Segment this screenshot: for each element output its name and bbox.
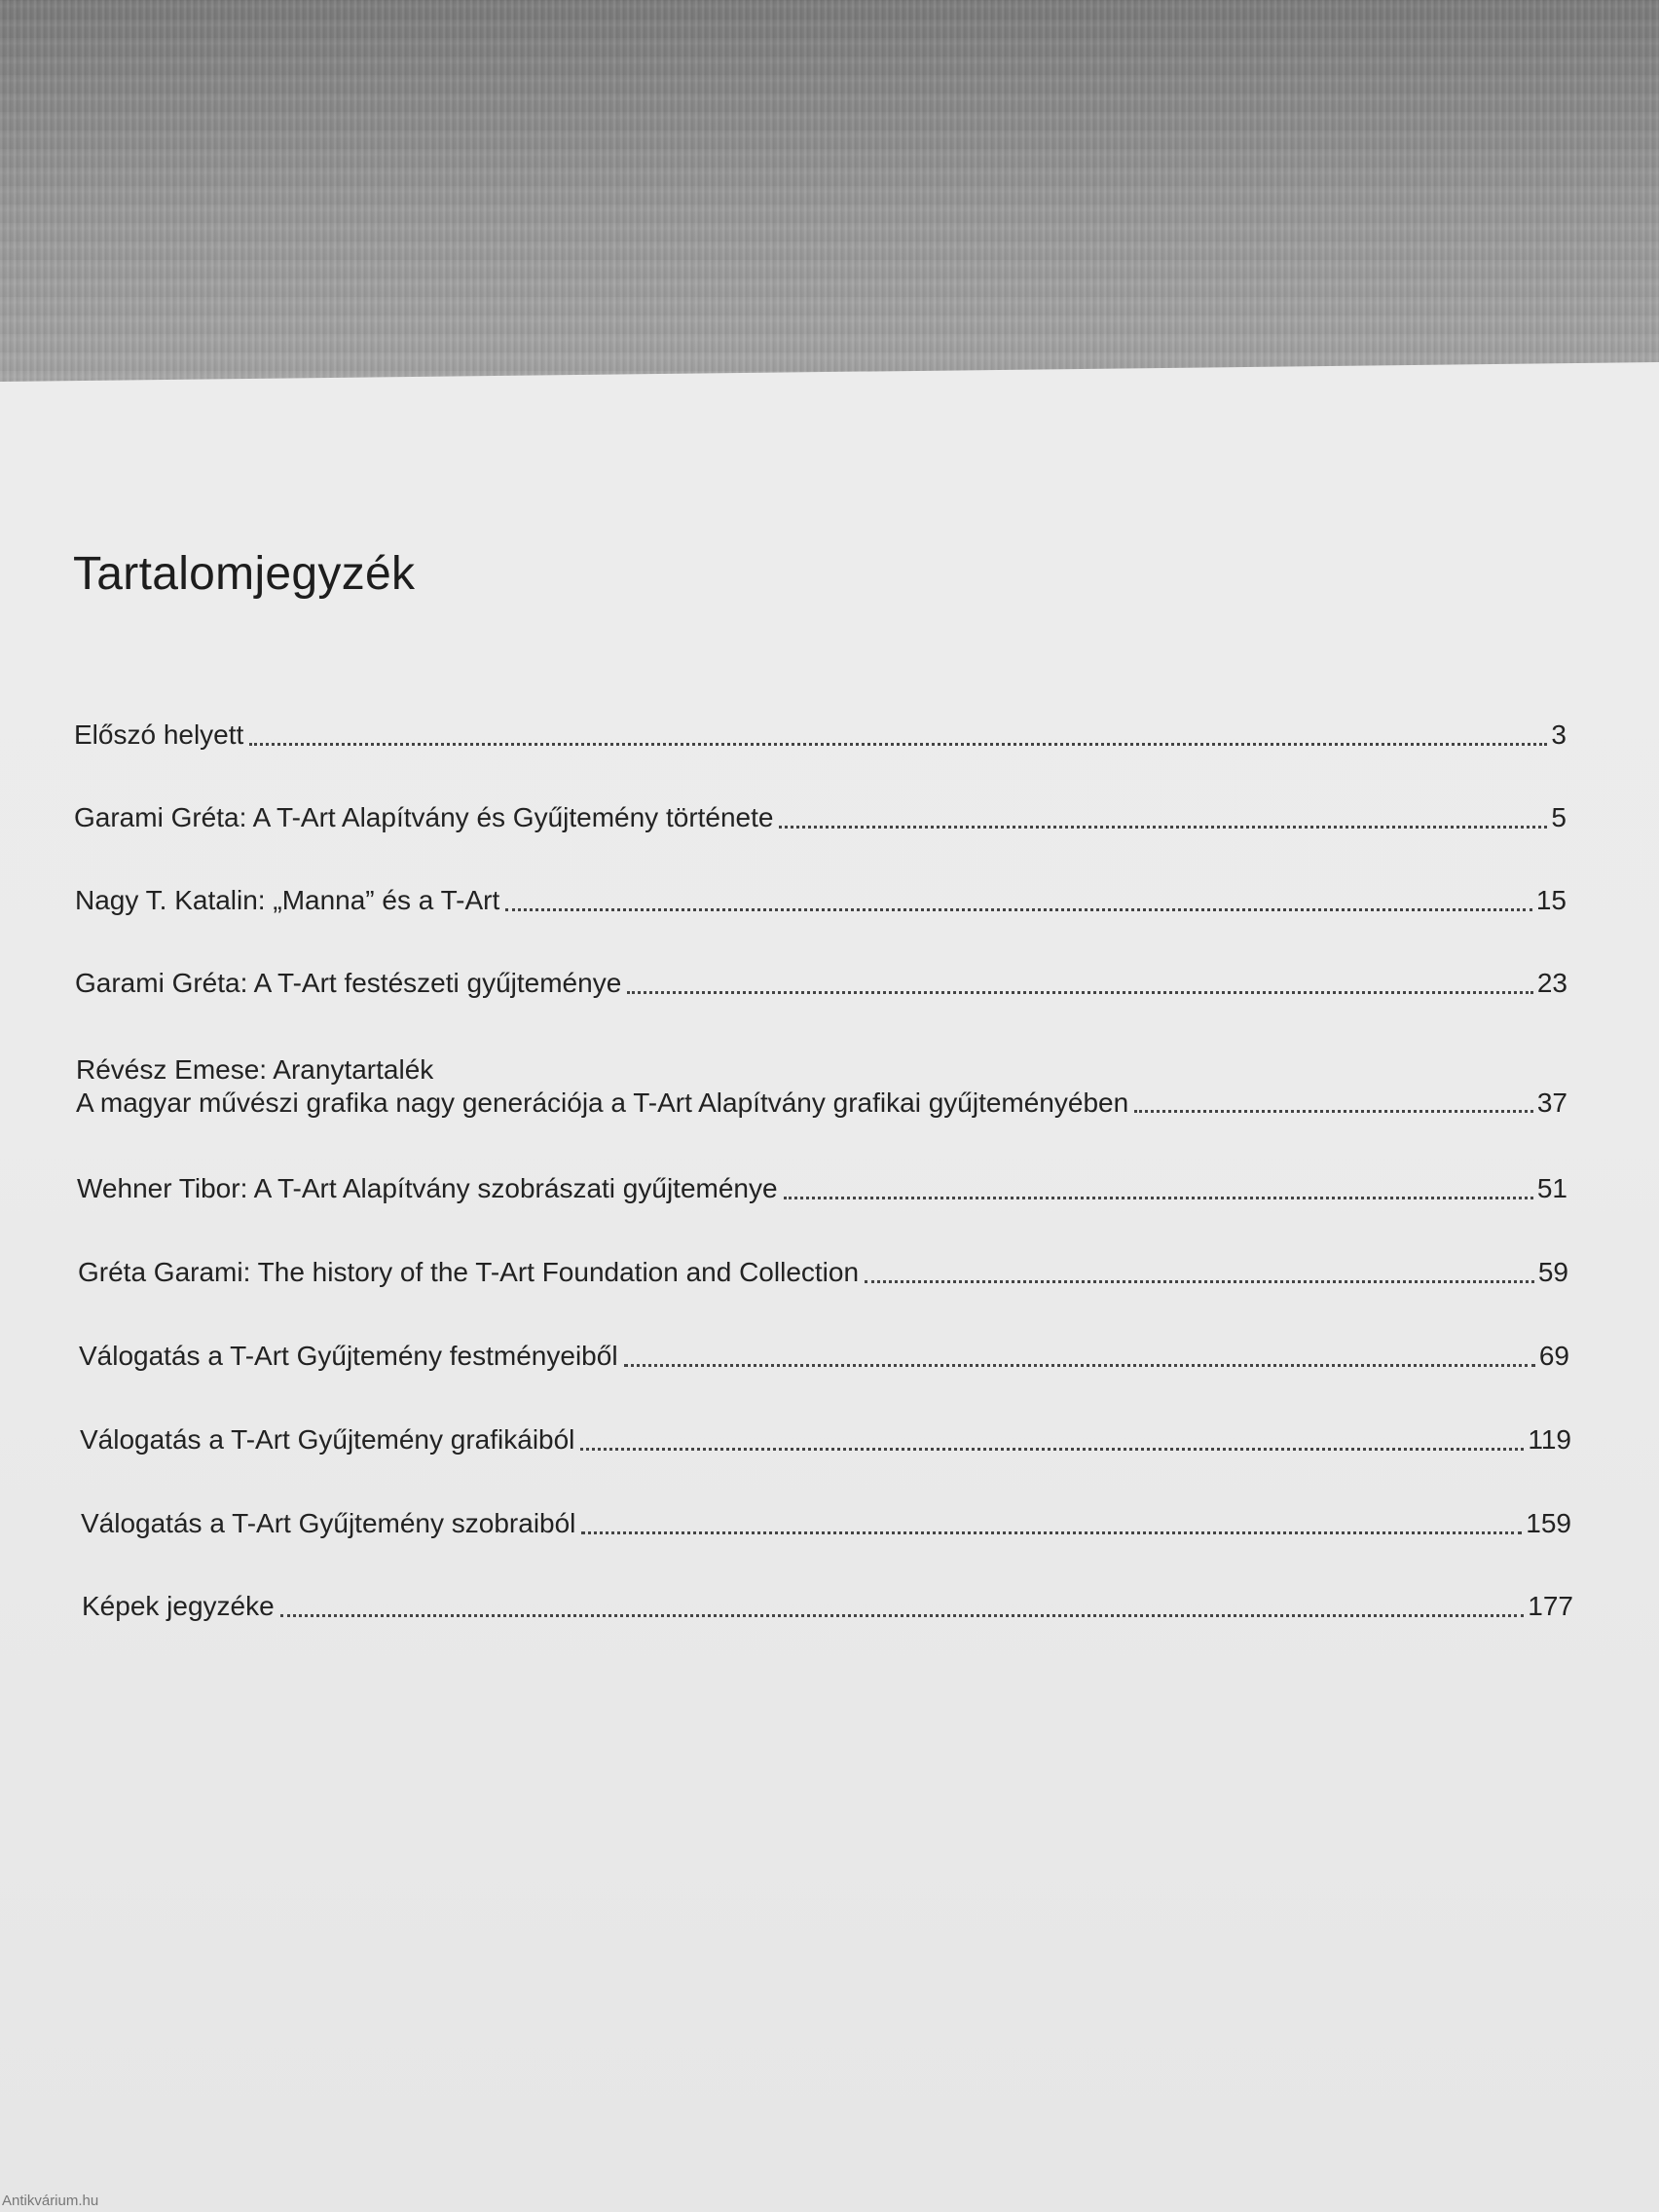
toc-entry bbox=[81, 1507, 1571, 1540]
toc-entry bbox=[75, 967, 1567, 1000]
dot-leader bbox=[779, 826, 1547, 829]
toc-entry-page: 177 bbox=[1528, 1591, 1573, 1621]
toc-entry-title: Válogatás a T-Art Gyűjtemény grafikáiból bbox=[80, 1424, 575, 1455]
toc-entry-title: Révész Emese: Aranytartalék bbox=[76, 1054, 434, 1085]
dot-leader bbox=[580, 1448, 1524, 1451]
toc-entry-title: Válogatás a T-Art Gyűjtemény szobraiból bbox=[81, 1508, 576, 1538]
page-title: Tartalomjegyzék bbox=[73, 548, 416, 600]
dot-leader bbox=[624, 1364, 1535, 1367]
toc-entry-title: Garami Gréta: A T-Art Alapítvány és Gyűjtemény története bbox=[74, 802, 774, 832]
dot-leader bbox=[784, 1197, 1533, 1199]
toc-entry-page: 69 bbox=[1538, 1341, 1569, 1371]
dot-leader bbox=[249, 743, 1547, 746]
toc-entry-page: 51 bbox=[1536, 1173, 1567, 1203]
dot-leader bbox=[865, 1280, 1534, 1283]
toc-entry-title: Válogatás a T-Art Gyűjtemény festményeiből bbox=[79, 1341, 618, 1371]
watermark: Antikvárium.hu bbox=[2, 2193, 99, 2209]
toc-entry bbox=[74, 801, 1567, 834]
toc-entry-page: 159 bbox=[1526, 1508, 1571, 1538]
toc-entry bbox=[74, 719, 1567, 752]
toc-entry bbox=[82, 1590, 1573, 1623]
dot-leader bbox=[1134, 1110, 1533, 1113]
toc-entry-page: 59 bbox=[1537, 1257, 1568, 1287]
toc-entry-title: Garami Gréta: A T-Art festészeti gyűjteménye bbox=[75, 968, 622, 998]
toc-entry-page: 5 bbox=[1551, 802, 1567, 832]
toc-entry bbox=[78, 1256, 1568, 1289]
toc-entry-title: Képek jegyzéke bbox=[82, 1591, 275, 1621]
toc-entry bbox=[77, 1172, 1567, 1205]
toc-entry-title: Nagy T. Katalin: „Manna” és a T-Art bbox=[75, 885, 500, 915]
toc-entry-page: 3 bbox=[1551, 719, 1567, 750]
toc-entry bbox=[79, 1340, 1569, 1373]
toc-entry bbox=[80, 1423, 1571, 1456]
toc-entry bbox=[75, 884, 1567, 917]
toc-entry-page: 15 bbox=[1535, 885, 1567, 915]
toc-entry bbox=[76, 1053, 1567, 1119]
dot-leader bbox=[280, 1614, 1525, 1617]
toc-entry-row bbox=[76, 1087, 1567, 1120]
toc-entry-title: Előszó helyett bbox=[74, 719, 244, 750]
toc-entry-title: Wehner Tibor: A T-Art Alapítvány szobrászati gyűjteménye bbox=[77, 1173, 778, 1203]
toc-entry-page: 37 bbox=[1536, 1087, 1567, 1118]
dot-leader bbox=[505, 908, 1532, 911]
toc-entry-subtitle: A magyar művészi grafika nagy generációja a T-Art Alapítvány grafikai gyűjteményében bbox=[76, 1087, 1129, 1118]
toc-entry-page: 119 bbox=[1528, 1424, 1571, 1455]
dot-leader bbox=[581, 1531, 1522, 1534]
toc-entry-page: 23 bbox=[1536, 968, 1567, 998]
dot-leader bbox=[627, 991, 1533, 994]
toc-entry-title: Gréta Garami: The history of the T-Art Foundation and Collection bbox=[78, 1257, 860, 1287]
